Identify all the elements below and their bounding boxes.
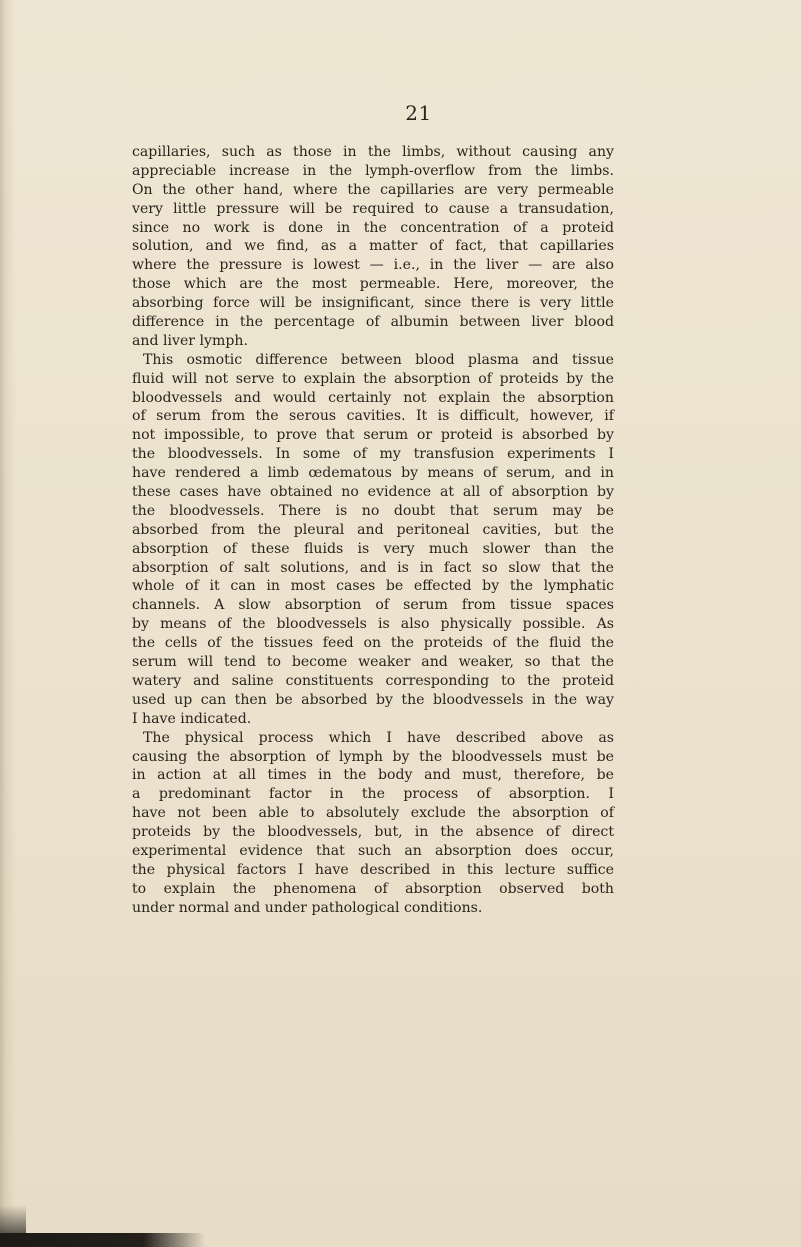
text-line: these cases have obtained no evidence at all of absorption by <box>132 484 614 501</box>
body-text <box>132 143 614 918</box>
text-line: have not been able to absolutely exclude the absorption of <box>132 805 614 822</box>
text-line: under normal and under pathological conditions. <box>132 899 483 916</box>
text-line: watery and saline constituents corresponding to the proteid <box>132 672 614 689</box>
text-line: the cells of the tissues feed on the proteids of the fluid the <box>132 635 614 652</box>
text-line: solution, and we find, as a matter of fact, that capillaries <box>132 238 614 255</box>
text-line: absorption of salt solutions, and is in fact so slow that the <box>132 559 614 576</box>
text-line: not impossible, to prove that serum or proteid is absorbed by <box>132 427 614 444</box>
text-line: have rendered a limb œdematous by means of serum, and in <box>132 465 614 482</box>
text-line: since no work is done in the concentration of a proteid <box>132 219 614 236</box>
page-number: 21 <box>405 101 432 125</box>
text-line: The physical process which I have described above as <box>143 729 614 746</box>
text-line: causing the absorption of lymph by the bloodvessels must be <box>132 748 614 765</box>
text-line: by means of the bloodvessels is also physically possible. As <box>132 616 614 633</box>
text-line: very little pressure will be required to cause a transudation, <box>132 200 614 217</box>
text-line: absorbing force will be insignificant, since there is very little <box>132 295 614 312</box>
text-line: absorbed from the pleural and peritoneal cavities, but the <box>132 521 614 538</box>
text-line: whole of it can in most cases be effected by the lymphatic <box>132 578 614 595</box>
text-line: bloodvessels and would certainly not explain the absorption <box>132 389 614 406</box>
text-line: difference in the percentage of albumin between liver blood <box>132 314 614 331</box>
text-line: to explain the phenomena of absorption observed both <box>132 880 614 897</box>
text-line: those which are the most permeable. Here, moreover, the <box>132 276 614 293</box>
text-line: used up can then be absorbed by the bloodvessels in the way <box>132 691 614 708</box>
text-line: the bloodvessels. There is no doubt that serum may be <box>132 502 614 519</box>
text-line: experimental evidence that such an absorption does occur, <box>132 842 614 859</box>
text-line: channels. A slow absorption of serum from tissue spaces <box>132 597 614 614</box>
text-line: the bloodvessels. In some of my transfusion experiments I <box>132 446 614 463</box>
text-line: where the pressure is lowest — i.e., in the liver — are also <box>132 257 614 274</box>
text-line: and liver lymph. <box>132 332 248 349</box>
text-line: in action at all times in the body and must, therefore, be <box>132 767 614 784</box>
text-line: fluid will not serve to explain the absorption of proteids by the <box>132 370 614 387</box>
text-line: proteids by the bloodvessels, but, in the absence of direct <box>132 824 614 841</box>
text-line: appreciable increase in the lymph-overflow from the limbs. <box>132 162 614 179</box>
text-line: absorption of these fluids is very much slower than the <box>132 540 614 557</box>
text-line: I have indicated. <box>132 710 252 727</box>
text-line: capillaries, such as those in the limbs, without causing any <box>132 144 614 160</box>
scan-edge-artifact <box>0 1233 205 1247</box>
text-line: This osmotic difference between blood plasma and tissue <box>143 351 614 368</box>
text-line: serum will tend to become weaker and weaker, so that the <box>132 654 614 671</box>
text-line: a predominant factor in the process of absorption. I <box>132 786 614 803</box>
text-line: of serum from the serous cavities. It is difficult, however, if <box>132 408 614 425</box>
text-line: On the other hand, where the capillaries are very permeable <box>132 181 614 198</box>
text-line: the physical factors I have described in this lecture suffice <box>132 861 614 878</box>
